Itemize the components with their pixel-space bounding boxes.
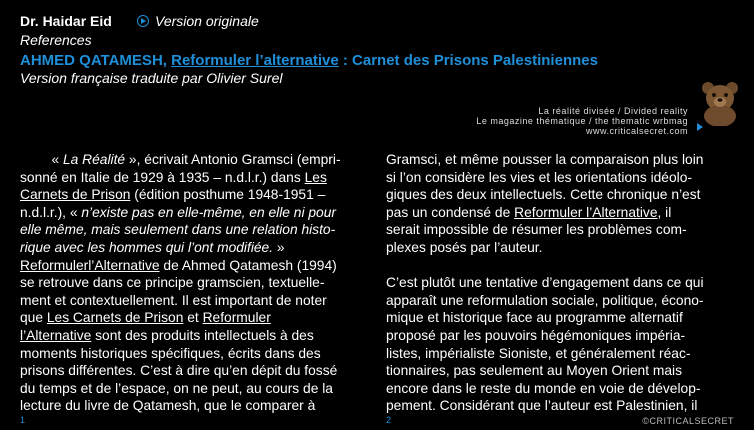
text-line: ment et contextuellement. Il est important de noter [20, 292, 327, 308]
text-line: encore dans le reste du monde en voie de dévelop- [386, 380, 701, 396]
translation-credit: Version française traduite par Olivier Surel [20, 70, 283, 86]
article-column-1 [20, 151, 370, 415]
quote-fragment: rique avec les hommes qui l’ont modifiée. [20, 239, 274, 255]
play-circle-icon [137, 15, 149, 27]
text-fragment: « [51, 152, 63, 167]
headline-title-link[interactable]: Reformuler l’alternative [171, 52, 339, 69]
text-line [20, 257, 370, 275]
references-link[interactable]: References [20, 32, 92, 48]
text-fragment: que [20, 310, 47, 326]
original-version-link[interactable] [137, 13, 259, 29]
text-line: mique et historique face au programme alternatif [386, 310, 683, 326]
page-number-2: 2 [386, 415, 392, 425]
text-fragment: » [273, 239, 285, 255]
text-line: apparaît une reformulation sociale, politique, écono- [386, 292, 704, 308]
reformuler-link[interactable]: l’Alternative [20, 327, 92, 343]
text-fragment: et [183, 310, 203, 326]
text-line: pement. Considérant que l’auteur est Palestinien, il [386, 398, 698, 414]
author-name: Dr. Haidar Eid [20, 13, 112, 29]
text-line: si l’on considère les vies et les orientations idéolo- [386, 169, 692, 185]
text-fragment: (édition posthume 1948-1951 – [130, 187, 326, 203]
text-fragment: sont des produits intellectuels à des [91, 327, 314, 343]
page-number-1: 1 [20, 415, 26, 425]
text-fragment: n.d.l.r.), « [20, 204, 82, 220]
carnets-link[interactable]: Carnets de Prison [20, 187, 131, 203]
text-fragment: , il [657, 204, 672, 220]
text-line [20, 151, 370, 169]
headline-author: AHMED QATAMESH, [20, 52, 167, 69]
magazine-credits [476, 106, 688, 136]
text-line [20, 204, 370, 222]
teddy-bear-logo[interactable] [699, 80, 741, 126]
text-line [20, 327, 370, 345]
carnets-link[interactable]: Les [304, 169, 327, 185]
original-version-label: Version originale [155, 13, 259, 29]
article-column-2 [386, 151, 738, 415]
paragraph-gap [386, 257, 738, 275]
arrow-right-icon[interactable] [697, 123, 703, 131]
text-fragment: pas un condensé de [386, 204, 515, 220]
magazine-line-2: Le magazine thématique / the thematic wrbmag [476, 116, 688, 126]
headline [20, 52, 598, 69]
text-line [20, 239, 370, 257]
text-line: du temps et de l’espace, on ne peut, au cours de la [20, 380, 333, 396]
text-fragment: La Réalité [62, 152, 126, 167]
text-line: lecture du livre de Qatamesh, que le comparer à [20, 398, 316, 414]
text-line: elle même, mais seulement dans une relation histo- [20, 222, 336, 238]
text-line [386, 204, 738, 222]
text-fragment: de Ahmed Qatamesh (1994) [159, 257, 337, 273]
text-line: moments historiques spécifiques, écrits dans des [20, 345, 321, 361]
magazine-url[interactable]: www.criticalsecret.com [585, 126, 688, 136]
text-fragment: sonné en Italie de 1929 à 1935 – n.d.l.r.) dans [20, 169, 305, 185]
text-line: serait impossible de résumer les problèmes com- [386, 222, 687, 238]
text-fragment: », écrivait Antonio Gramsci (empri- [125, 152, 341, 167]
text-line: proposé par les pouvoirs hégémoniques impéria- [386, 327, 686, 343]
copyright: ©CRITICALSECRET [642, 416, 734, 426]
text-line [20, 309, 370, 327]
text-line: prisons différentes. C’est à dire qu’en dépit du fossé [20, 363, 338, 379]
headline-subtitle: : Carnet des Prisons Palestiniennes [342, 52, 598, 69]
text-line: C’est plutôt une tentative d’engagement dans ce qui [386, 275, 704, 291]
text-line: se retrouve dans ce principe gramscien, textuelle- [20, 275, 325, 291]
quote-fragment: n’existe pas en elle-même, en elle ni pour [81, 204, 336, 220]
reformuler-link[interactable]: Reformulerl’Alternative [20, 257, 160, 273]
text-line: plexes posés par l’auteur. [386, 239, 543, 255]
text-line: giques des deux intellectuels. Cette chronique n’est [386, 187, 701, 203]
text-line: Gramsci, et même pousser la comparaison plus loin [386, 152, 704, 167]
text-line [20, 186, 370, 204]
reformuler-link[interactable]: Reformuler [202, 310, 271, 326]
text-line: tionnaires, pas seulement au Moyen Orient mais [386, 363, 683, 379]
text-line: listes, impérialiste Sioniste, et généralement réac- [386, 345, 691, 361]
carnets-link[interactable]: Les Carnets de Prison [46, 310, 184, 326]
magazine-line-1: La réalité divisée / Divided reality [538, 106, 688, 116]
reformuler-link[interactable]: Reformuler l’Alternative [514, 204, 658, 220]
text-line [20, 169, 370, 187]
